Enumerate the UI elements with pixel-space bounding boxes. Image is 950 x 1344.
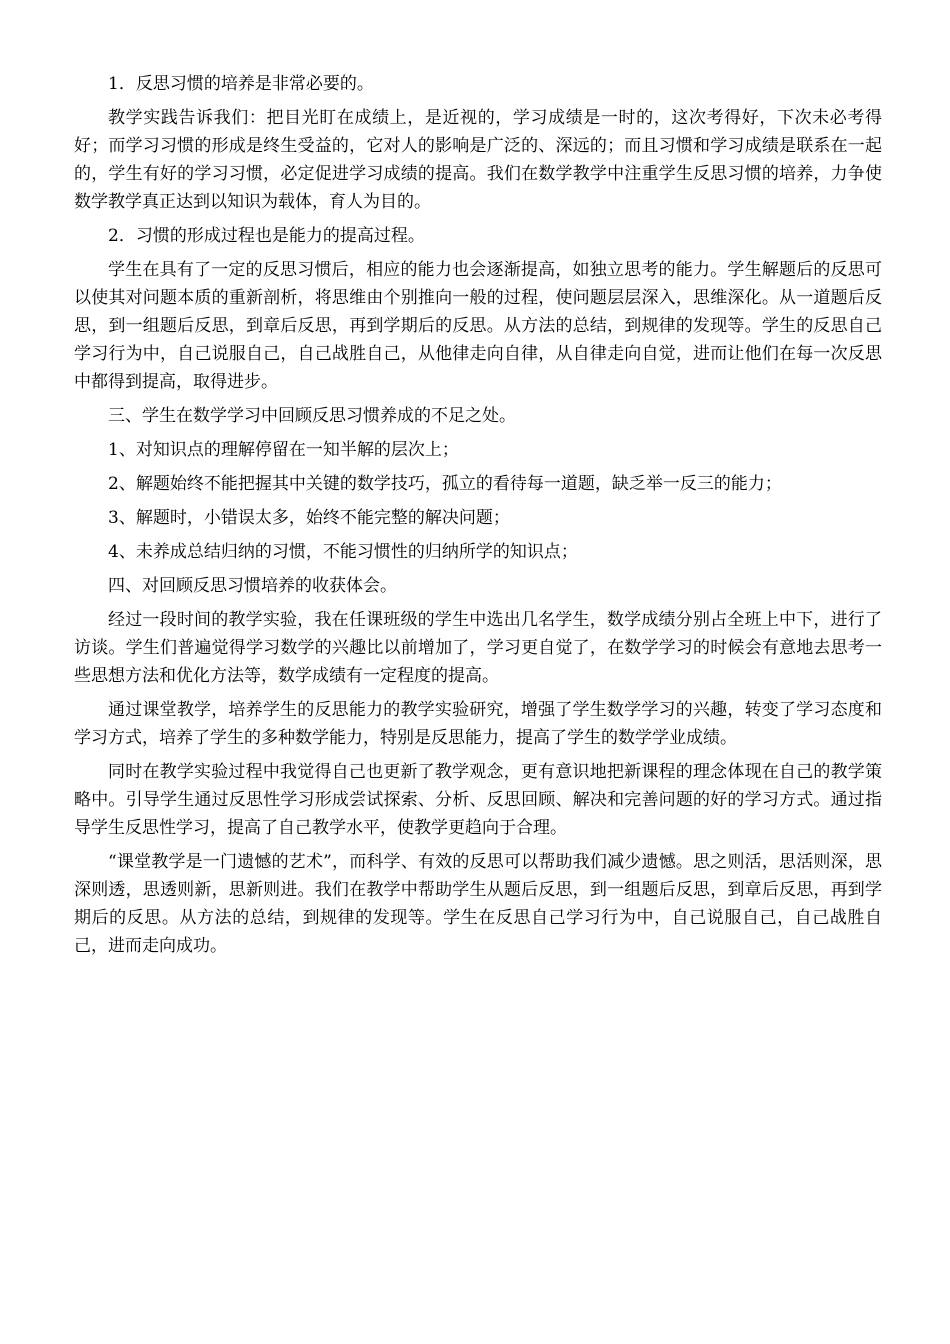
list-item: 2、解题始终不能把握其中关键的数学技巧，孤立的看待每一道题，缺乏举一反三的能力；	[108, 474, 782, 494]
list-item: 3、解题时，小错误太多，始终不能完整的解决问题；	[108, 508, 510, 528]
list-item: 4、未养成总结归纳的习惯，不能习惯性的归纳所学的知识点；	[108, 542, 578, 562]
list-item: 1、对知识点的理解停留在一知半解的层次上；	[108, 440, 459, 460]
document-body	[74, 70, 882, 966]
paragraph: 经过一段时间的教学实验，我在任课班级的学生中选出几名学生，数学成绩分别占全班上中下，进行了访谈。学生们普遍觉得学习数学的兴趣比以前增加了，学习更自觉了，在数学学习的时候会有意地去思考一些思想方法和优化方法等，数学成绩有一定程度的提高。	[74, 610, 882, 686]
section-heading-3: 三、学生在数学学习中回顾反思习惯养成的不足之处。	[108, 406, 516, 426]
paragraph: 通过课堂教学，培养学生的反思能力的教学实验研究，增强了学生数学学习的兴趣，转变了学习态度和学习方式，培养了学生的多种数学能力，特别是反思能力，提高了学生的数学学业成绩。	[74, 700, 882, 748]
section-heading-1: 1．反思习惯的培养是非常必要的。	[108, 74, 374, 94]
paragraph: 学生在具有了一定的反思习惯后，相应的能力也会逐渐提高，如独立思考的能力。学生解题后的反思可以使其对问题本质的重新剖析，将思维由个别推向一般的过程，使问题层层深入，思维深化。从一道题后反思，到一组题后反思，到章后反思，再到学期后的反思。从方法的总结，到规律的发现等。学生的反思自己学习行为中，自己说服自己，自己战胜自己，从他律走向自律，从自律走向自觉，进而让他们在每一次反思中都得到提高，取得进步。	[74, 260, 882, 392]
section-heading-4: 四、对回顾反思习惯培养的收获体会。	[108, 576, 397, 596]
paragraph: 教学实践告诉我们：把目光盯在成绩上，是近视的，学习成绩是一时的，这次考得好，下次未必考得好；而学习习惯的形成是终生受益的，它对人的影响是广泛的、深远的；而且习惯和学习成绩是联系在一起的，学生有好的学习习惯，必定促进学习成绩的提高。我们在数学教学中注重学生反思习惯的培养，力争使数学教学真正达到以知识为载体，育人为目的。	[74, 108, 882, 212]
paragraph: “课堂教学是一门遗憾的艺术”，而科学、有效的反思可以帮助我们减少遗憾。思之则活，思活则深，思深则透，思透则新，思新则进。我们在教学中帮助学生从题后反思，到一组题后反思，到章后反思，再到学期后的反思。从方法的总结，到规律的发现等。学生在反思自己学习行为中，自己说服自己，自己战胜自己，进而走向成功。	[74, 852, 882, 956]
section-heading-2: 2．习惯的形成过程也是能力的提高过程。	[108, 226, 425, 246]
paragraph: 同时在教学实验过程中我觉得自己也更新了教学观念，更有意识地把新课程的理念体现在自己的教学策略中。引导学生通过反思性学习形成尝试探索、分析、反思回顾、解决和完善问题的好的学习方式。通过指导学生反思性学习，提高了自己教学水平，使教学更趋向于合理。	[74, 762, 882, 838]
